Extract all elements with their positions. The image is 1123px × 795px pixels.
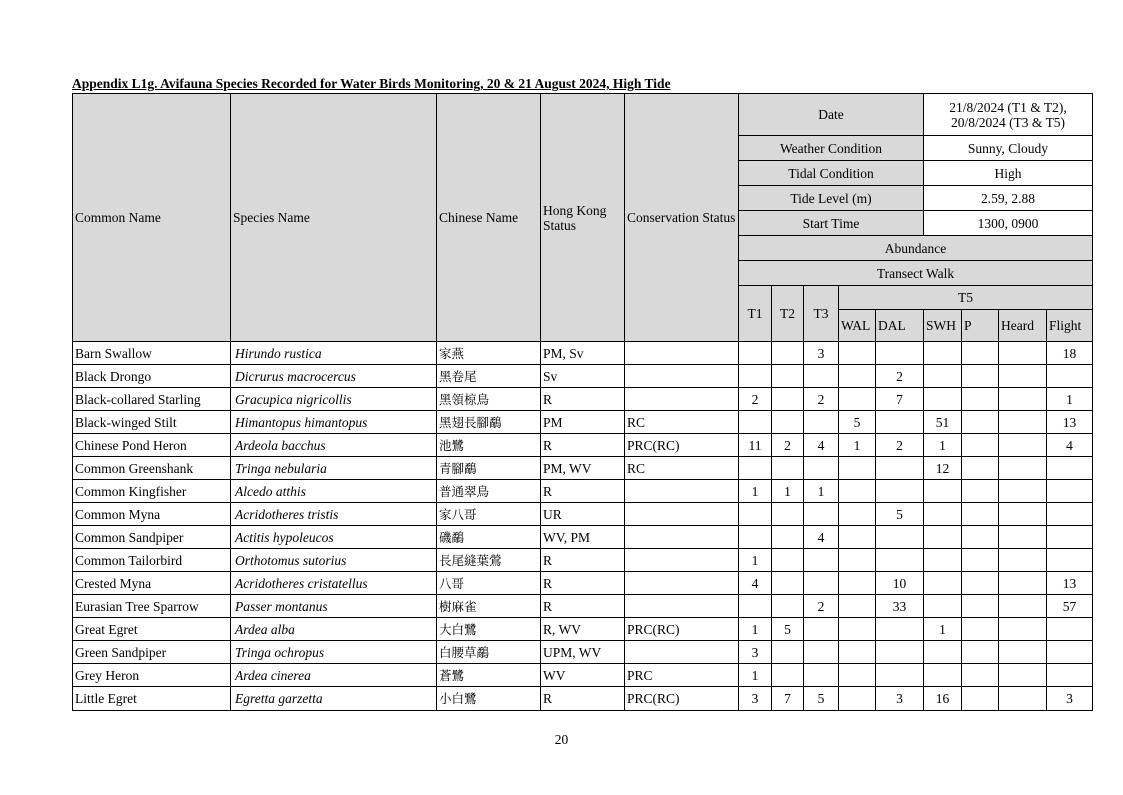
species-name-cell: Himantopus himantopus bbox=[231, 411, 437, 434]
chinese-name-cell: 長尾縫葉鶯 bbox=[437, 549, 541, 572]
col-wal: WAL bbox=[839, 310, 876, 342]
common-name-cell: Great Egret bbox=[73, 618, 231, 641]
count-cell-swh: 16 bbox=[924, 687, 962, 711]
col-flight: Flight bbox=[1047, 310, 1093, 342]
count-cell-t2 bbox=[772, 388, 804, 411]
count-cell-heard bbox=[999, 687, 1047, 711]
chinese-name-cell: 黑領椋鳥 bbox=[437, 388, 541, 411]
col-swh: SWH bbox=[924, 310, 962, 342]
col-t1: T1 bbox=[739, 286, 772, 342]
count-cell-t2 bbox=[772, 641, 804, 664]
species-name-cell: Tringa ochropus bbox=[231, 641, 437, 664]
count-cell-heard bbox=[999, 388, 1047, 411]
header-conservation-status: Conservation Status bbox=[625, 94, 739, 342]
count-cell-swh bbox=[924, 480, 962, 503]
hk-status-cell: PM bbox=[541, 411, 625, 434]
start-time-value: 1300, 0900 bbox=[924, 211, 1093, 236]
chinese-name-cell: 青腳鷸 bbox=[437, 457, 541, 480]
table-row bbox=[73, 641, 1093, 664]
common-name-cell: Black-winged Stilt bbox=[73, 411, 231, 434]
table-row bbox=[73, 664, 1093, 687]
tidal-value: High bbox=[924, 161, 1093, 186]
table-row bbox=[73, 618, 1093, 641]
count-cell-p bbox=[962, 549, 999, 572]
conservation-status-cell: RC bbox=[625, 457, 739, 480]
count-cell-flight: 3 bbox=[1047, 687, 1093, 711]
count-cell-dal: 3 bbox=[876, 687, 924, 711]
start-time-label: Start Time bbox=[739, 211, 924, 236]
count-cell-dal: 2 bbox=[876, 434, 924, 457]
count-cell-t3 bbox=[804, 365, 839, 388]
header-chinese-name: Chinese Name bbox=[437, 94, 541, 342]
species-name-cell: Dicrurus macrocercus bbox=[231, 365, 437, 388]
count-cell-t1: 1 bbox=[739, 664, 772, 687]
count-cell-dal bbox=[876, 664, 924, 687]
hk-status-cell: R bbox=[541, 572, 625, 595]
conservation-status-cell bbox=[625, 388, 739, 411]
count-cell-t2 bbox=[772, 549, 804, 572]
count-cell-p bbox=[962, 388, 999, 411]
appendix-title: Appendix L1g. Avifauna Species Recorded for Water Birds Monitoring, 20 & 21 August 2024, High Tide bbox=[72, 76, 671, 91]
table-row bbox=[73, 526, 1093, 549]
count-cell-flight bbox=[1047, 480, 1093, 503]
count-cell-swh bbox=[924, 503, 962, 526]
count-cell-t3: 5 bbox=[804, 687, 839, 711]
count-cell-t3: 2 bbox=[804, 388, 839, 411]
count-cell-p bbox=[962, 457, 999, 480]
count-cell-wal bbox=[839, 664, 876, 687]
hk-status-cell: R bbox=[541, 549, 625, 572]
common-name-cell: Chinese Pond Heron bbox=[73, 434, 231, 457]
count-cell-t1: 11 bbox=[739, 434, 772, 457]
conservation-status-cell bbox=[625, 342, 739, 365]
count-cell-heard bbox=[999, 365, 1047, 388]
table-row bbox=[73, 365, 1093, 388]
hk-status-cell: R bbox=[541, 595, 625, 618]
count-cell-dal: 33 bbox=[876, 595, 924, 618]
count-cell-p bbox=[962, 526, 999, 549]
date-label: Date bbox=[739, 94, 924, 136]
species-name-cell: Alcedo atthis bbox=[231, 480, 437, 503]
count-cell-t1 bbox=[739, 595, 772, 618]
count-cell-heard bbox=[999, 549, 1047, 572]
species-name-cell: Orthotomus sutorius bbox=[231, 549, 437, 572]
count-cell-dal: 5 bbox=[876, 503, 924, 526]
count-cell-heard bbox=[999, 342, 1047, 365]
count-cell-t3 bbox=[804, 457, 839, 480]
count-cell-heard bbox=[999, 503, 1047, 526]
count-cell-t3: 1 bbox=[804, 480, 839, 503]
count-cell-wal bbox=[839, 457, 876, 480]
common-name-cell: Common Tailorbird bbox=[73, 549, 231, 572]
count-cell-flight bbox=[1047, 641, 1093, 664]
count-cell-swh: 1 bbox=[924, 618, 962, 641]
conservation-status-cell: PRC bbox=[625, 664, 739, 687]
conservation-status-cell bbox=[625, 526, 739, 549]
conservation-status-cell: PRC(RC) bbox=[625, 618, 739, 641]
conservation-status-cell: PRC(RC) bbox=[625, 687, 739, 711]
count-cell-wal bbox=[839, 480, 876, 503]
header-species-name: Species Name bbox=[231, 94, 437, 342]
count-cell-flight: 18 bbox=[1047, 342, 1093, 365]
count-cell-swh: 12 bbox=[924, 457, 962, 480]
count-cell-p bbox=[962, 342, 999, 365]
count-cell-t3 bbox=[804, 503, 839, 526]
species-name-cell: Ardea alba bbox=[231, 618, 437, 641]
count-cell-dal bbox=[876, 480, 924, 503]
count-cell-t1: 3 bbox=[739, 687, 772, 711]
count-cell-wal: 5 bbox=[839, 411, 876, 434]
conservation-status-cell bbox=[625, 549, 739, 572]
species-name-cell: Gracupica nigricollis bbox=[231, 388, 437, 411]
count-cell-flight bbox=[1047, 549, 1093, 572]
count-cell-dal bbox=[876, 411, 924, 434]
count-cell-t1: 4 bbox=[739, 572, 772, 595]
common-name-cell: Common Sandpiper bbox=[73, 526, 231, 549]
common-name-cell: Grey Heron bbox=[73, 664, 231, 687]
count-cell-p bbox=[962, 687, 999, 711]
conservation-status-cell bbox=[625, 503, 739, 526]
count-cell-heard bbox=[999, 480, 1047, 503]
chinese-name-cell: 小白鷺 bbox=[437, 687, 541, 711]
count-cell-dal bbox=[876, 641, 924, 664]
count-cell-swh bbox=[924, 365, 962, 388]
count-cell-t2 bbox=[772, 595, 804, 618]
chinese-name-cell: 八哥 bbox=[437, 572, 541, 595]
hk-status-cell: R bbox=[541, 687, 625, 711]
count-cell-wal bbox=[839, 641, 876, 664]
col-t2: T2 bbox=[772, 286, 804, 342]
conservation-status-cell bbox=[625, 365, 739, 388]
count-cell-t3 bbox=[804, 664, 839, 687]
table-row bbox=[73, 411, 1093, 434]
count-cell-dal bbox=[876, 457, 924, 480]
species-name-cell: Actitis hypoleucos bbox=[231, 526, 437, 549]
count-cell-t2 bbox=[772, 365, 804, 388]
species-name-cell: Egretta garzetta bbox=[231, 687, 437, 711]
count-cell-t2: 5 bbox=[772, 618, 804, 641]
count-cell-swh bbox=[924, 641, 962, 664]
count-cell-heard bbox=[999, 618, 1047, 641]
count-cell-flight bbox=[1047, 457, 1093, 480]
count-cell-t2: 7 bbox=[772, 687, 804, 711]
count-cell-t1 bbox=[739, 457, 772, 480]
count-cell-t2 bbox=[772, 411, 804, 434]
table-row bbox=[73, 342, 1093, 365]
count-cell-t1: 1 bbox=[739, 549, 772, 572]
table-row bbox=[73, 595, 1093, 618]
common-name-cell: Black Drongo bbox=[73, 365, 231, 388]
count-cell-wal bbox=[839, 342, 876, 365]
conservation-status-cell: PRC(RC) bbox=[625, 434, 739, 457]
count-cell-flight: 1 bbox=[1047, 388, 1093, 411]
count-cell-flight bbox=[1047, 618, 1093, 641]
count-cell-t1 bbox=[739, 365, 772, 388]
common-name-cell: Eurasian Tree Sparrow bbox=[73, 595, 231, 618]
hk-status-cell: R bbox=[541, 388, 625, 411]
count-cell-p bbox=[962, 595, 999, 618]
hk-status-cell: WV, PM bbox=[541, 526, 625, 549]
count-cell-wal bbox=[839, 526, 876, 549]
count-cell-p bbox=[962, 641, 999, 664]
chinese-name-cell: 蒼鷺 bbox=[437, 664, 541, 687]
count-cell-p bbox=[962, 434, 999, 457]
count-cell-flight bbox=[1047, 503, 1093, 526]
count-cell-flight bbox=[1047, 365, 1093, 388]
common-name-cell: Little Egret bbox=[73, 687, 231, 711]
count-cell-wal bbox=[839, 618, 876, 641]
count-cell-heard bbox=[999, 595, 1047, 618]
common-name-cell: Common Greenshank bbox=[73, 457, 231, 480]
count-cell-t3 bbox=[804, 572, 839, 595]
count-cell-dal bbox=[876, 526, 924, 549]
chinese-name-cell: 池鷺 bbox=[437, 434, 541, 457]
count-cell-flight: 57 bbox=[1047, 595, 1093, 618]
count-cell-swh: 51 bbox=[924, 411, 962, 434]
count-cell-t2 bbox=[772, 572, 804, 595]
count-cell-wal: 1 bbox=[839, 434, 876, 457]
count-cell-t2 bbox=[772, 664, 804, 687]
count-cell-heard bbox=[999, 572, 1047, 595]
page-number: 20 bbox=[554, 732, 569, 747]
species-name-cell: Ardeola bacchus bbox=[231, 434, 437, 457]
count-cell-t3 bbox=[804, 549, 839, 572]
count-cell-t3: 4 bbox=[804, 526, 839, 549]
tidal-label: Tidal Condition bbox=[739, 161, 924, 186]
count-cell-dal bbox=[876, 342, 924, 365]
count-cell-wal bbox=[839, 365, 876, 388]
count-cell-t3: 2 bbox=[804, 595, 839, 618]
header-hk-status: Hong Kong Status bbox=[541, 94, 625, 342]
count-cell-dal bbox=[876, 618, 924, 641]
count-cell-t3 bbox=[804, 411, 839, 434]
count-cell-swh bbox=[924, 342, 962, 365]
count-cell-t2: 1 bbox=[772, 480, 804, 503]
chinese-name-cell: 樹麻雀 bbox=[437, 595, 541, 618]
count-cell-swh bbox=[924, 572, 962, 595]
count-cell-wal bbox=[839, 503, 876, 526]
count-cell-p bbox=[962, 664, 999, 687]
species-name-cell: Acridotheres tristis bbox=[231, 503, 437, 526]
common-name-cell: Barn Swallow bbox=[73, 342, 231, 365]
count-cell-heard bbox=[999, 457, 1047, 480]
count-cell-flight: 13 bbox=[1047, 572, 1093, 595]
hk-status-cell: R bbox=[541, 480, 625, 503]
species-name-cell: Acridotheres cristatellus bbox=[231, 572, 437, 595]
table-row bbox=[73, 388, 1093, 411]
weather-value: Sunny, Cloudy bbox=[924, 136, 1093, 161]
tide-level-value: 2.59, 2.88 bbox=[924, 186, 1093, 211]
count-cell-t3: 3 bbox=[804, 342, 839, 365]
table-row bbox=[73, 549, 1093, 572]
count-cell-wal bbox=[839, 549, 876, 572]
count-cell-p bbox=[962, 503, 999, 526]
t5-label: T5 bbox=[839, 286, 1093, 310]
species-table bbox=[72, 93, 1093, 711]
count-cell-heard bbox=[999, 664, 1047, 687]
table-row bbox=[73, 687, 1093, 711]
count-cell-p bbox=[962, 572, 999, 595]
count-cell-swh bbox=[924, 549, 962, 572]
count-cell-t1: 1 bbox=[739, 618, 772, 641]
col-heard: Heard bbox=[999, 310, 1047, 342]
count-cell-t3 bbox=[804, 618, 839, 641]
conservation-status-cell bbox=[625, 641, 739, 664]
conservation-status-cell bbox=[625, 572, 739, 595]
col-dal: DAL bbox=[876, 310, 924, 342]
count-cell-swh bbox=[924, 526, 962, 549]
count-cell-t1 bbox=[739, 411, 772, 434]
count-cell-flight bbox=[1047, 664, 1093, 687]
species-name-cell: Passer montanus bbox=[231, 595, 437, 618]
count-cell-flight: 13 bbox=[1047, 411, 1093, 434]
common-name-cell: Common Kingfisher bbox=[73, 480, 231, 503]
count-cell-wal bbox=[839, 388, 876, 411]
count-cell-t2 bbox=[772, 526, 804, 549]
count-cell-dal bbox=[876, 549, 924, 572]
count-cell-dal: 2 bbox=[876, 365, 924, 388]
common-name-cell: Common Myna bbox=[73, 503, 231, 526]
table-row bbox=[73, 572, 1093, 595]
table-row bbox=[73, 457, 1093, 480]
count-cell-p bbox=[962, 411, 999, 434]
species-name-cell: Hirundo rustica bbox=[231, 342, 437, 365]
chinese-name-cell: 普通翠鳥 bbox=[437, 480, 541, 503]
count-cell-p bbox=[962, 618, 999, 641]
chinese-name-cell: 大白鷺 bbox=[437, 618, 541, 641]
species-name-cell: Ardea cinerea bbox=[231, 664, 437, 687]
count-cell-wal bbox=[839, 572, 876, 595]
table-row bbox=[73, 503, 1093, 526]
conservation-status-cell bbox=[625, 595, 739, 618]
count-cell-t1: 1 bbox=[739, 480, 772, 503]
count-cell-p bbox=[962, 480, 999, 503]
common-name-cell: Crested Myna bbox=[73, 572, 231, 595]
count-cell-t1 bbox=[739, 526, 772, 549]
count-cell-heard bbox=[999, 641, 1047, 664]
count-cell-t2: 2 bbox=[772, 434, 804, 457]
chinese-name-cell: 白腰草鷸 bbox=[437, 641, 541, 664]
count-cell-t1 bbox=[739, 342, 772, 365]
hk-status-cell: Sv bbox=[541, 365, 625, 388]
header-common-name: Common Name bbox=[73, 94, 231, 342]
transect-walk-label: Transect Walk bbox=[739, 261, 1093, 286]
hk-status-cell: WV bbox=[541, 664, 625, 687]
col-p: P bbox=[962, 310, 999, 342]
abundance-label: Abundance bbox=[739, 236, 1093, 261]
count-cell-swh bbox=[924, 664, 962, 687]
hk-status-cell: R, WV bbox=[541, 618, 625, 641]
col-t3: T3 bbox=[804, 286, 839, 342]
hk-status-cell: UR bbox=[541, 503, 625, 526]
weather-label: Weather Condition bbox=[739, 136, 924, 161]
count-cell-dal: 7 bbox=[876, 388, 924, 411]
chinese-name-cell: 黑翅長腳鷸 bbox=[437, 411, 541, 434]
count-cell-heard bbox=[999, 411, 1047, 434]
chinese-name-cell: 家燕 bbox=[437, 342, 541, 365]
count-cell-t1: 2 bbox=[739, 388, 772, 411]
hk-status-cell: PM, Sv bbox=[541, 342, 625, 365]
count-cell-dal: 10 bbox=[876, 572, 924, 595]
common-name-cell: Green Sandpiper bbox=[73, 641, 231, 664]
count-cell-t3 bbox=[804, 641, 839, 664]
table-row bbox=[73, 434, 1093, 457]
chinese-name-cell: 家八哥 bbox=[437, 503, 541, 526]
common-name-cell: Black-collared Starling bbox=[73, 388, 231, 411]
count-cell-t2 bbox=[772, 342, 804, 365]
hk-status-cell: PM, WV bbox=[541, 457, 625, 480]
count-cell-flight bbox=[1047, 526, 1093, 549]
count-cell-t2 bbox=[772, 503, 804, 526]
hk-status-cell: R bbox=[541, 434, 625, 457]
count-cell-swh bbox=[924, 595, 962, 618]
count-cell-swh: 1 bbox=[924, 434, 962, 457]
count-cell-t1: 3 bbox=[739, 641, 772, 664]
table-row bbox=[73, 480, 1093, 503]
hk-status-cell: UPM, WV bbox=[541, 641, 625, 664]
count-cell-t2 bbox=[772, 457, 804, 480]
tide-level-label: Tide Level (m) bbox=[739, 186, 924, 211]
count-cell-p bbox=[962, 365, 999, 388]
count-cell-wal bbox=[839, 687, 876, 711]
count-cell-t1 bbox=[739, 503, 772, 526]
count-cell-heard bbox=[999, 434, 1047, 457]
date-value: 21/8/2024 (T1 & T2), 20/8/2024 (T3 & T5) bbox=[924, 94, 1093, 136]
count-cell-wal bbox=[839, 595, 876, 618]
chinese-name-cell: 磯鷸 bbox=[437, 526, 541, 549]
conservation-status-cell: RC bbox=[625, 411, 739, 434]
conservation-status-cell bbox=[625, 480, 739, 503]
species-name-cell: Tringa nebularia bbox=[231, 457, 437, 480]
count-cell-heard bbox=[999, 526, 1047, 549]
count-cell-swh bbox=[924, 388, 962, 411]
count-cell-flight: 4 bbox=[1047, 434, 1093, 457]
count-cell-t3: 4 bbox=[804, 434, 839, 457]
chinese-name-cell: 黑卷尾 bbox=[437, 365, 541, 388]
